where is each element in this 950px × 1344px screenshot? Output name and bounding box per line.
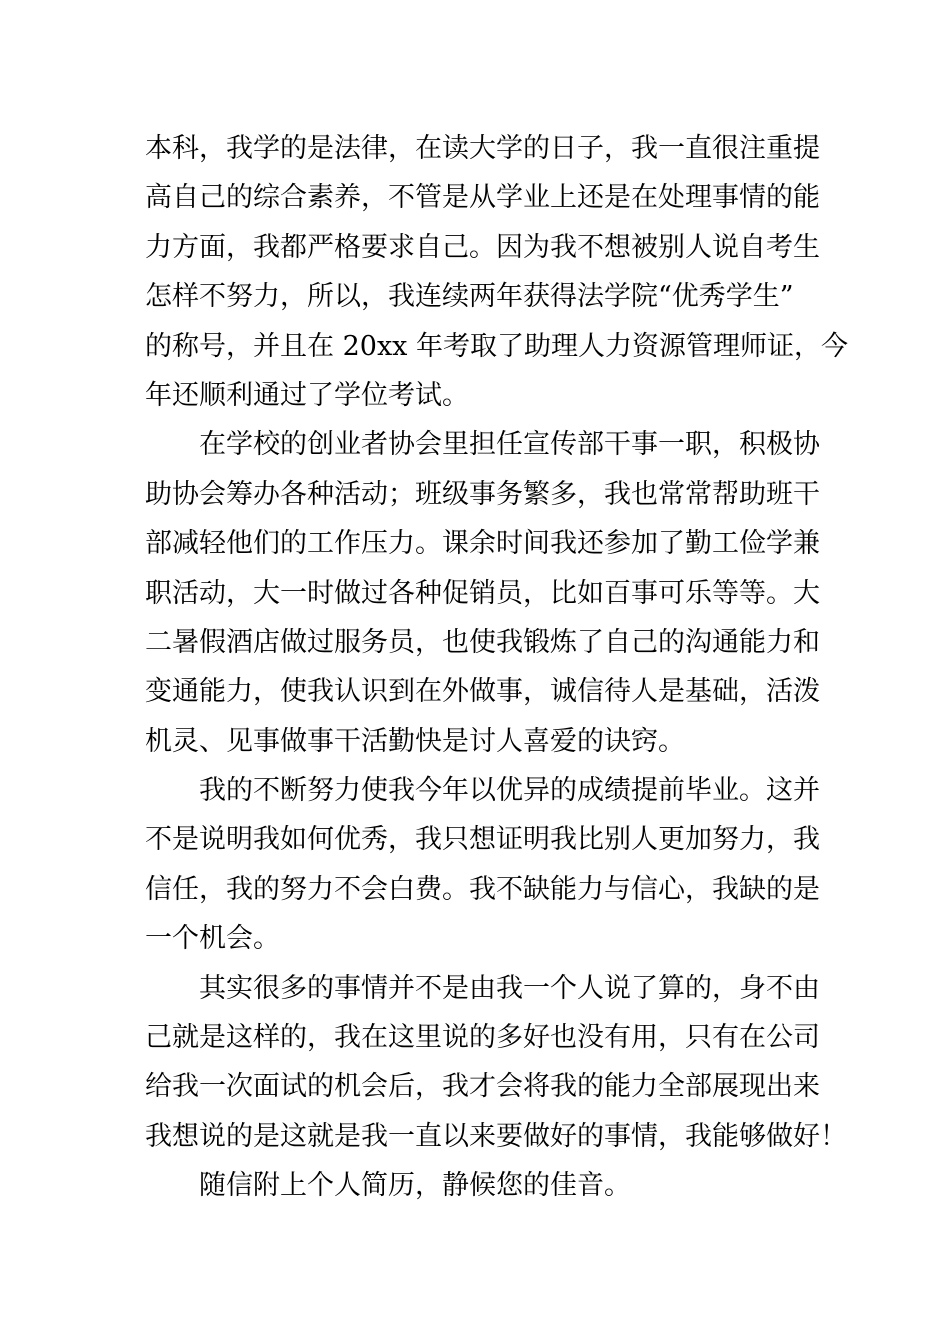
letter-body (145, 124, 848, 1211)
paragraph-1-line-4: 怎样不努力，所以，我连续两年获得法学院“优秀学生” (145, 281, 794, 313)
paragraph-1-line-6: 年还顺利通过了学位考试。 (145, 379, 469, 411)
paragraph-2-line-1: 在学校的创业者协会里担任宣传部干事一职，积极协 (199, 429, 820, 461)
paragraph-2-line-5: 二暑假酒店做过服务员，也使我锻炼了自己的沟通能力和 (145, 626, 820, 658)
paragraph-2-line-3: 部减轻他们的工作压力。课余时间我还参加了勤工俭学兼 (145, 528, 820, 560)
paragraph-4-line-2: 己就是这样的，我在这里说的多好也没有用，只有在公司 (145, 1022, 820, 1054)
paragraph-1-line-1: 本科，我学的是法律，在读大学的日子，我一直很注重提 (145, 133, 820, 164)
paragraph-2-line-7: 机灵、见事做事干活勤快是讨人喜爱的诀窍。 (145, 725, 685, 757)
paragraph-1-line-3: 力方面，我都严格要求自己。因为我不想被别人说自考生 (145, 231, 820, 263)
paragraph-1-line-5: 的称号，并且在 20xx 年考取了助理人力资源管理师证，今 (145, 330, 848, 362)
paragraph-2-line-6: 变通能力，使我认识到在外做事，诚信待人是基础，活泼 (145, 676, 820, 708)
paragraph-4-line-3: 给我一次面试的机会后，我才会将我的能力全部展现出来 (145, 1071, 820, 1103)
paragraph-1-line-2: 高自己的综合素养，不管是从学业上还是在处理事情的能 (145, 182, 820, 214)
paragraph-2-line-4: 职活动，大一时做过各种促销员，比如百事可乐等等。大 (145, 577, 820, 609)
paragraph-2-line-2: 助协会筹办各种活动；班级事务繁多，我也常常帮助班干 (145, 478, 820, 510)
paragraph-4-line-4: 我想说的是这就是我一直以来要做好的事情，我能够做好！ (145, 1120, 847, 1152)
paragraph-3-line-3: 信任，我的努力不会白费。我不缺能力与信心，我缺的是 (145, 873, 820, 905)
paragraph-3-line-1: 我的不断努力使我今年以优异的成绩提前毕业。这并 (199, 775, 820, 807)
paragraph-5-line-1: 随信附上个人简历，静候您的佳音。 (199, 1170, 631, 1202)
paragraph-3-line-4: 一个机会。 (145, 923, 280, 955)
paragraph-4-line-1: 其实很多的事情并不是由我一个人说了算的，身不由 (199, 972, 820, 1004)
paragraph-3-line-2: 不是说明我如何优秀，我只想证明我比别人更加努力，我 (145, 824, 820, 856)
